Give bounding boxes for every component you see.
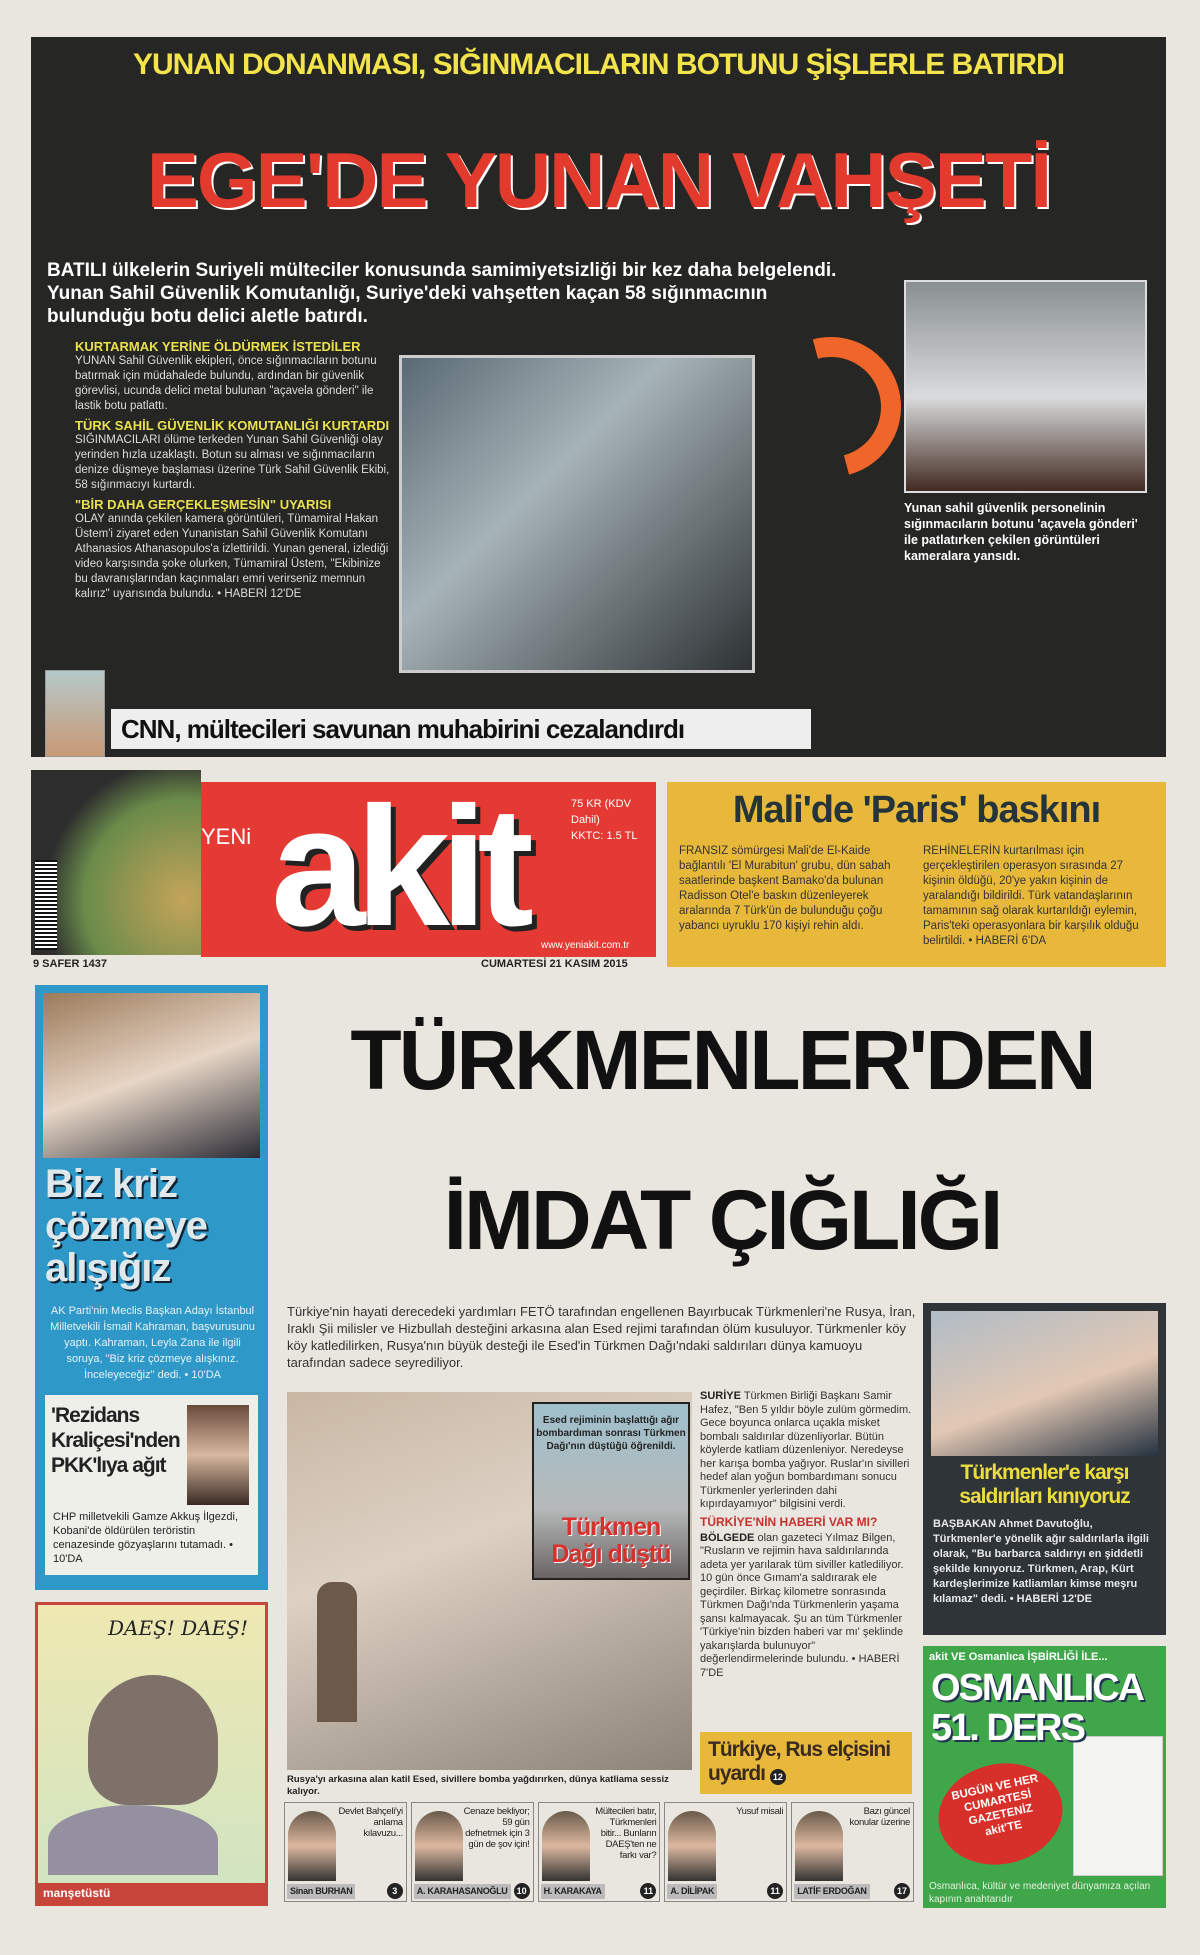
ruins-photo: [287, 1392, 692, 1770]
subsections: [75, 335, 393, 602]
mali-col-1: FRANSIZ sömürgesi Mali'de El-Kaide bağlantılı 'El Murabitun' grubu, dün sabah saatlerinde başkent Bamako'da bulunan Radisson Otel'e baskın düzenleyerek aralarında 7 Türk'ün de bulunduğu çoğu yabancı uyruklu 170 kişiyi rehin aldı.: [679, 845, 891, 932]
sidebar-text: AK Parti'nin Meclis Başkan Adayı İstanbul Milletvekili İsmail Kahraman, başvurusunu yaptı. Kahraman, Leyla Zana ile ilgili soruya, "Biz kriz çözmeye alışkınız. İnceleyeceğiz" dedi. • 10'DA: [50, 1305, 255, 1381]
top-story-panel: [31, 37, 1166, 757]
page-number: 11: [640, 1883, 656, 1899]
coast-guard-photo: [399, 355, 755, 673]
columnist-name: H. KARAKAYA: [541, 1884, 605, 1899]
page-number: 10: [514, 1883, 530, 1899]
columnists-strip: [284, 1802, 914, 1902]
column-subhead: TÜRKİYE'NİN HABERİ VAR MI?: [700, 1514, 878, 1529]
columnist-name: A. KARAHASANOĞLU: [414, 1884, 511, 1899]
para-text: olan gazeteci Yılmaz Bilgen, "Rusların ve rejimin hava saldırılarında adeta yer yarılarak tüm siviller katlediliyor. 10 gün önce Gımam'a saldırarak ele geçirdiler. Birkaç kilometre sonrasında Türkmen Dağı'nda Türkmenlerin yaşama şansı kalmayacak. Şu an tüm Türkmenler 'Türkiye'nin bizden haberi var mı' şeklinde yakarışlarda bulunuyor" değerlendirmelerinde bulundu. • HABERİ 7'DE: [700, 1531, 904, 1679]
price-text: 75 KR (KDV Dahil): [571, 798, 631, 826]
akit-logo: [201, 772, 656, 962]
davutoglu-text: BAŞBAKAN Ahmet Davutoğlu, Türkmenler'e yönelik ağır saldırılarla ilgili olarak, "Bu barbarca saldırıyı en şiddetli şekilde kınıyoruz. Türkmen, Arap, Kürt kardeşlerimize katliamları kimse meşru kılamaz" dedi. • HABERİ 12'DE: [933, 1518, 1149, 1605]
sidebar-story: [35, 985, 268, 1590]
para-lead: BÖLGEDE: [700, 1531, 755, 1544]
arrow-graphic: [735, 311, 926, 502]
page-number: 12: [770, 1769, 786, 1785]
ilgezdi-photo: [187, 1405, 249, 1505]
issue-date: CUMARTESİ 21 KASIM 2015: [481, 958, 628, 970]
para-lead: SURİYE: [700, 1390, 741, 1402]
sidebar-headline: Biz kriz çözmeye alışığız: [45, 1162, 207, 1290]
page-number: 11: [767, 1883, 783, 1899]
main-headline: EGE'DE YUNAN VAHŞETİ: [146, 136, 1051, 224]
columnist-photo: [795, 1811, 843, 1881]
column-title: Cenaze bekliyor; 59 gün defnetmek için 3 gün de şov için!: [463, 1806, 530, 1850]
columnist-item[interactable]: [538, 1802, 661, 1902]
inset-photo: [532, 1402, 690, 1580]
inset-headline: Türkmen Dağı düştü: [551, 1513, 671, 1568]
mali-story: [667, 782, 1166, 967]
story-column: [700, 1390, 916, 1680]
page-number: 17: [894, 1883, 910, 1899]
subsection-text: YUNAN Sahil Güvenlik ekipleri, önce sığınmacıların botunu batırmak için müdahalede bulundu, ardından bir güvenlik görevlisi, ucunda delici metal bulunan "açavela gönderi" ile lastik botu patlattı.: [75, 355, 377, 412]
rus-story: [700, 1732, 912, 1794]
barcode: [35, 860, 57, 950]
subsection-text: OLAY anında çekilen kamera görüntüleri, Tümamiral Hakan Üstem'i ziyaret eden Yunanistan Sahil Güvenlik Komutanı Athanasios Athanasopulos'a izlettirildi. Yunan general, izlediği video karşısında şoke olurken, Tümamiral Üstem, "Ekibinize bu davranışlarından kaçınmaları emri verirseniz memnun kalırız" uyarısında bulundu. • HABERİ 12'DE: [75, 513, 389, 600]
davutoglu-photo: [931, 1311, 1158, 1456]
rezidans-text: CHP milletvekili Gamze Akkuş İlgezdi, Kobani'de öldürülen teröristin cenazesinde gözyaşlarını tutamadı. • 10'DA: [53, 1511, 239, 1565]
columnist-photo: [415, 1811, 463, 1881]
cartoon: [35, 1602, 268, 1906]
promo-badge: BUGÜN VE HER CUMARTESİ GAZETENİZ akit'TE: [929, 1752, 1072, 1876]
price: [571, 796, 656, 844]
columnist-item[interactable]: [791, 1802, 914, 1902]
columnist-name: Sinan BURHAN: [287, 1884, 355, 1899]
rezidans-story: [45, 1395, 258, 1575]
columnist-photo: [668, 1811, 716, 1881]
columnist-item[interactable]: [664, 1802, 787, 1902]
osmanlica-promo: [923, 1646, 1166, 1908]
headline-line-2: İMDAT ÇIĞLIĞI: [443, 1173, 1001, 1267]
mali-headline: Mali'de 'Paris' baskını: [732, 789, 1101, 831]
columnist-photo: [288, 1811, 336, 1881]
man-figure: [317, 1582, 357, 1722]
subsection-title: TÜRK SAHİL GÜVENLİK KOMUTANLIĞI KURTARDI: [75, 418, 390, 433]
subsection-text: SIĞINMACILARI ölüme terkeden Yunan Sahil Güvenliği olay yerinden hızla uzaklaştı. Botun su alması ve sığınmacıların denize düşmeye başlaması üzerine Türk Sahil Güvenlik Ekibi, 58 sığınmacıyı kurtardı.: [75, 434, 390, 491]
davutoglu-story: [923, 1303, 1166, 1635]
masthead: [31, 770, 1166, 970]
mountain-illustration: [48, 1805, 218, 1875]
kktc-price: KKTC: 1.5 TL: [571, 830, 638, 842]
column-title: Bazı güncel konular üzerine: [849, 1806, 910, 1828]
bear-illustration: [88, 1675, 218, 1805]
subsection-title: KURTARMAK YERİNE ÖLDÜRMEK İSTEDİLER: [75, 339, 361, 354]
kicker-headline: YUNAN DONANMASI, SIĞINMACILARIN BOTUNU ŞİŞLERLE BATIRDI: [132, 48, 1065, 81]
rezidans-headline: 'Rezidans Kraliçesi'nden PKK'lıya ağıt: [51, 1404, 180, 1477]
cartoon-speech: DAEŞ! DAEŞ!: [108, 1616, 248, 1640]
boat-photo: [904, 280, 1147, 493]
columnist-name: A. DİLİPAK: [667, 1884, 717, 1899]
logo-akit: akit: [271, 772, 524, 962]
reporter-portrait: [45, 670, 105, 757]
columnist-photo: [542, 1811, 590, 1881]
columnist-name: LATİF ERDOĞAN: [794, 1884, 869, 1899]
ruins-caption: Rusya'yı arkasına alan katil Esed, sivillere bomba yağdırırken, dünya katliama sessiz kalıyor.: [287, 1774, 669, 1797]
cnn-headline: CNN, mültecileri savunan muhabirini cezalandırdı: [111, 709, 811, 749]
newspaper-insert-image: [1073, 1736, 1163, 1876]
logo-yeni: YENi: [201, 824, 252, 849]
website: www.yeniakit.com.tr: [541, 940, 630, 951]
subsection-title: "BİR DAHA GERÇEKLEŞMESİN" UYARISI: [75, 497, 332, 512]
cartoon-footer: manşetüstü: [38, 1883, 265, 1903]
photo-caption: Yunan sahil güvenlik personelinin sığınmacıların botunu 'açavela gönderi' ile patlatırken çekilen görüntüleri kameralara yansıdı.: [904, 501, 1138, 563]
globe-image: [31, 770, 201, 955]
osmanlica-headline: OSMANLICA 51. DERS: [931, 1667, 1142, 1749]
main-body: Türkiye'nin hayati derecedeki yardımları FETÖ tarafından engellenen Bayırbucak Türkmenleri'ne Rusya, İran, Iraklı Şii milisler ve Hizbullah desteğini arkasına alan Esed rejimi tarafından ölüm kusuluyor. Türkmenler köy köy katledilirken, Rusya'nın büyük desteği ile Esed'in Türkmen Dağı'ndaki saldırıları dünya kamuoyu tarafından sadece seyrediliyor.: [287, 1304, 916, 1370]
rus-headline: Türkiye, Rus elçisini uyardı: [708, 1738, 891, 1785]
osmanlica-footer: Osmanlıca, kültür ve medeniyet dünyamıza açılan kapının anahtarıdır: [929, 1881, 1151, 1905]
mali-col-2: REHİNELERİN kurtarılması için gerçekleştirilen operasyon sırasında 27 kişinin öldüğü, 20'ye yakın kişinin de yaralandığı bildirildi. Türk vatandaşlarının tamamının sağ olarak kurtarıldığı eylemin, Paris'teki operasyonlara bir karşılık olduğu belirtildi. • HABERİ 6'DA: [923, 845, 1139, 947]
osmanlica-top: akit VE Osmanlıca İŞBİRLİĞİ İLE...: [929, 1651, 1108, 1663]
para-text: Türkmen Birliği Başkanı Samir Hafez, "Ben 5 yıldır böyle zulüm görmedim. Gece boyunca onlarca uçakla misket bombalı saldırılar düzenliyorlar. Bütün köylerde katliam düzenleniyor. Neredeyse her karışa bomba yağıyor. Ruslar'ın sivilleri hedef alan yoğun bombardımanı sonucu Türkmenler yerlerinden dahi kıpırdayamıyor" bilgisini verdi.: [700, 1390, 912, 1510]
column-title: Devlet Bahçeli'yi anlama kılavuzu...: [338, 1806, 403, 1839]
columnist-item[interactable]: [284, 1802, 407, 1902]
headline-line-1: TÜRKMENLER'DEN: [350, 1013, 1094, 1107]
davutoglu-headline: Türkmenler'e karşı saldırıları kınıyoruz: [959, 1461, 1130, 1508]
page-number: 3: [387, 1883, 403, 1899]
kahraman-photo: [43, 993, 260, 1158]
hijri-date: 9 SAFER 1437: [33, 958, 107, 970]
lead-text: BATILI ülkelerin Suriyeli mülteciler konusunda samimiyetsizliği bir kez daha belgelendi. Yunan Sahil Güvenlik Komutanlığı, Suriye'deki vahşetten kaçan 58 sığınmacının bulunduğu botu delici aletle batırdı.: [47, 260, 837, 327]
inset-text: Esed rejiminin başlattığı ağır bombardıman sonrası Türkmen Dağı'nın düştüğü öğrenildi.: [536, 1415, 686, 1452]
column-title: Yusuf misali: [736, 1806, 784, 1817]
column-title: Mültecileri batır, Türkmenleri bitir... Bunların DAEŞ'ten ne farkı var?: [595, 1806, 657, 1861]
columnist-item[interactable]: [411, 1802, 534, 1902]
